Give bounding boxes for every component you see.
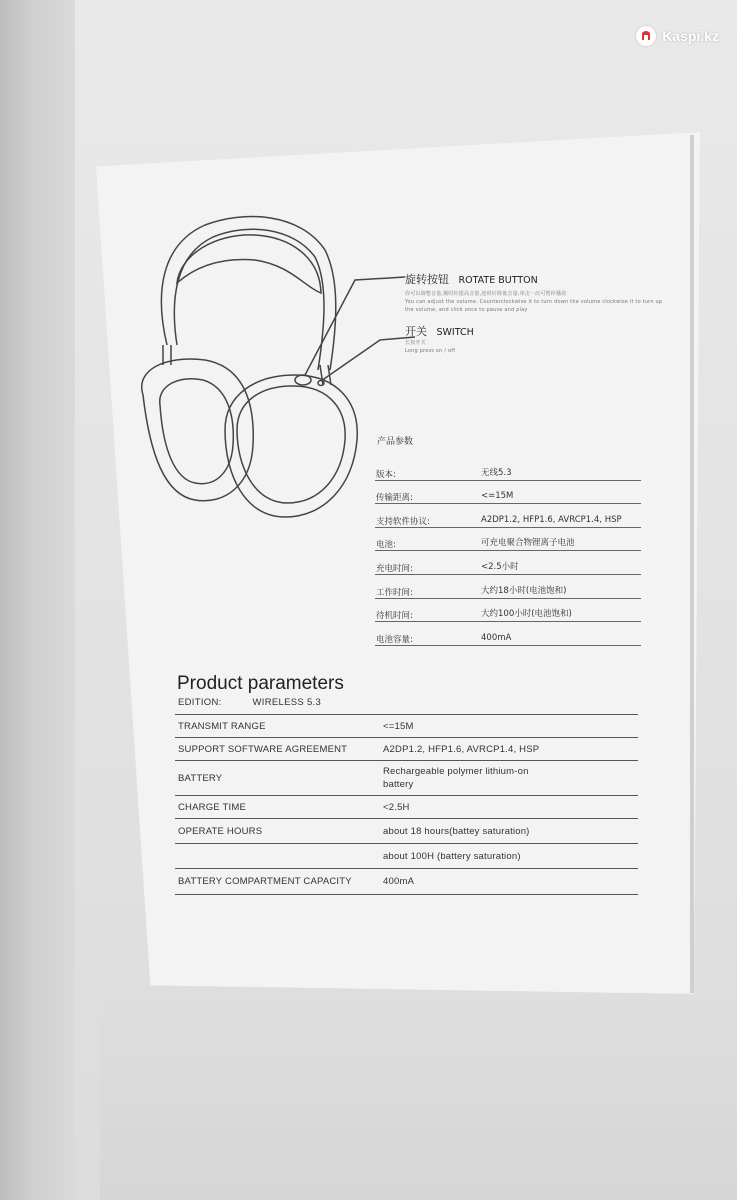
en-key: TRANSMIT RANGE — [178, 720, 266, 732]
cn-key: 支持软件协议: — [376, 516, 430, 527]
kaspi-logo-icon — [636, 26, 656, 46]
en-value: about 18 hours(battey saturation) — [383, 825, 530, 837]
cn-row — [375, 599, 641, 623]
switch-cn: 开关 — [405, 325, 427, 338]
switch-desc-en: Long press on / off — [405, 348, 456, 354]
cn-value: <2.5小时 — [481, 561, 519, 572]
cn-value: <=15M — [481, 491, 514, 502]
cn-key: 电池: — [376, 540, 396, 551]
switch-desc-cn: 长按开关 — [405, 340, 426, 346]
en-row — [175, 843, 638, 868]
en-key: SUPPORT SOFTWARE AGREEMENT — [178, 743, 348, 755]
cn-row — [375, 622, 641, 646]
en-key: OPERATE HOURS — [178, 825, 263, 837]
cn-row — [375, 575, 641, 599]
en-value: Rechargeable polymer lithium-on battery — [383, 766, 529, 790]
en-row — [175, 714, 638, 737]
cn-params-title: 产品参数 — [377, 436, 414, 446]
kaspi-watermark — [636, 26, 719, 46]
rotate-button-label — [405, 271, 538, 287]
cn-value: 可充电聚合物锂离子电池 — [481, 538, 575, 549]
en-row — [175, 818, 638, 843]
cn-key: 传输距离: — [376, 493, 413, 504]
en-row — [175, 737, 638, 760]
cn-key: 待机时间: — [376, 611, 413, 622]
rotate-button-cn: 旋转按钮 — [405, 273, 449, 286]
cn-value: 400mA — [481, 632, 512, 643]
en-key: BATTERY COMPARTMENT CAPACITY — [178, 876, 352, 887]
en-row — [175, 760, 638, 795]
en-value: A2DP1.2, HFP1.6, AVRCP1.4, HSP — [383, 743, 540, 755]
rotate-button-description — [405, 290, 670, 314]
cn-row — [375, 528, 641, 552]
cn-row — [375, 457, 641, 481]
background-lower-box — [100, 985, 737, 1200]
cn-value: 大约100小时(电池饱和) — [481, 609, 572, 620]
en-row — [175, 868, 638, 895]
cn-value: 大约18小时(电池饱和) — [481, 585, 567, 596]
en-params-table — [175, 714, 638, 895]
cn-value: 无线5.3 — [481, 467, 512, 478]
cn-value: A2DP1.2, HFP1.6, AVRCP1.4, HSP — [481, 514, 622, 525]
en-value: about 100H (battery saturation) — [383, 850, 521, 862]
sheet-edge — [690, 135, 694, 993]
en-key: CHARGE TIME — [178, 801, 247, 813]
en-row — [175, 795, 638, 818]
switch-label — [405, 323, 474, 339]
cn-params-table — [375, 434, 641, 646]
cn-key: 版本: — [376, 469, 396, 480]
edition-line — [178, 697, 321, 708]
rotate-button-en: ROTATE BUTTON — [458, 275, 538, 286]
cn-row — [375, 551, 641, 575]
edition-label: EDITION: — [178, 697, 222, 708]
switch-description — [405, 339, 455, 355]
cn-row — [375, 481, 641, 505]
cn-key: 工作时间: — [376, 587, 413, 598]
en-key: BATTERY — [178, 772, 223, 784]
cn-key: 电池容量: — [376, 634, 413, 645]
watermark-text: Kaspi.kz — [662, 28, 719, 44]
en-value: <=15M — [383, 720, 414, 732]
en-value: 400mA — [383, 876, 415, 887]
rotate-desc-en: You can adjust the volume. Counterclockwise it to turn down the volume clockwise it to turn up the volume, and click once to pause and play — [405, 299, 663, 313]
edition-value: WIRELESS 5.3 — [252, 697, 322, 708]
switch-en: SWITCH — [436, 327, 474, 338]
product-parameters-title: Product parameters — [177, 673, 344, 694]
cn-key: 充电时间: — [376, 563, 413, 574]
cn-row — [375, 504, 641, 528]
en-value: <2.5H — [383, 801, 410, 813]
rotate-desc-cn: 你可以调整音量,顺时针提高音量,逆时针降低音量,单击一次可暂停播放 — [405, 291, 567, 297]
